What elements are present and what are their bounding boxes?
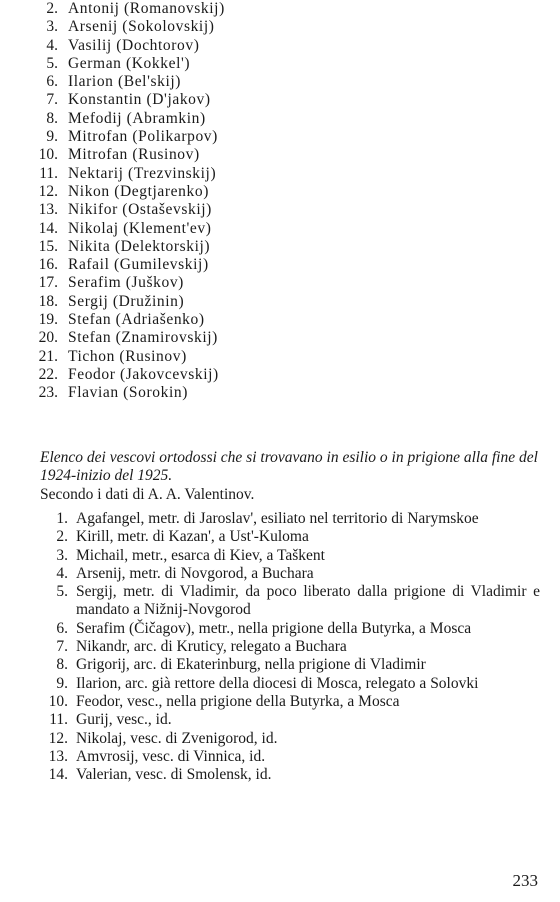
list-item <box>30 0 390 18</box>
list-item <box>30 366 390 384</box>
list-item-text: Grigorij, arc. di Ekaterinburg, nella prigione di Vladimir <box>76 656 426 674</box>
list-item <box>30 256 390 274</box>
list-item-number: 6. <box>56 619 68 637</box>
list-item-number: 2. <box>56 528 68 546</box>
list-item <box>30 620 540 638</box>
list-item <box>30 730 540 748</box>
list-item-number: 10. <box>38 146 58 164</box>
list-item-number: 9. <box>46 128 58 146</box>
list-item-number: 4. <box>56 564 68 582</box>
list-item-number: 19. <box>38 311 58 329</box>
list-item-number: 7. <box>56 638 68 656</box>
list-item-text: Nikolaj (Klement'ev) <box>68 219 212 237</box>
list-item <box>30 638 540 656</box>
list-item-text: Nikon (Degtjarenko) <box>68 182 209 200</box>
list-item <box>30 73 390 91</box>
list-item-number: 3. <box>56 546 68 564</box>
list-item <box>30 766 540 784</box>
list-item-number: 8. <box>56 656 68 674</box>
list-item-number: 9. <box>56 674 68 692</box>
section-heading: Elenco dei vescovi ortodossi che si trovavano in esilio o in prigione alla fine del 1924-inizio del 1925. <box>40 449 538 484</box>
list-item <box>30 693 540 711</box>
list-item-text: Serafim (Juškov) <box>68 274 184 292</box>
list-item <box>30 656 540 674</box>
list-item-text: Konstantin (D'jakov) <box>68 91 211 109</box>
list-item-text: Sergij (Družinin) <box>68 292 185 310</box>
list-item <box>30 711 540 729</box>
list-item <box>30 329 390 347</box>
list-item <box>30 311 390 329</box>
list-item-number: 15. <box>38 237 58 255</box>
list-item <box>30 583 540 620</box>
list-item <box>30 565 540 583</box>
list-item <box>30 146 390 164</box>
list-item-text: Nikolaj, vesc. di Zvenigorod, id. <box>76 729 278 747</box>
list-item <box>30 528 540 546</box>
list-item <box>30 201 390 219</box>
list-item-number: 7. <box>46 91 58 109</box>
list-item-text: Nikifor (Ostaševskij) <box>68 201 212 219</box>
list-item-text: Mitrofan (Rusinov) <box>68 146 200 164</box>
source-line: Secondo i dati di A. A. Valentinov. <box>40 486 255 503</box>
list-item-text: Valerian, vesc. di Smolensk, id. <box>76 766 272 784</box>
list-item <box>30 55 390 73</box>
list-item-number: 21. <box>38 347 58 365</box>
list-item-text: Nikita (Delektorskij) <box>68 237 211 255</box>
list-item <box>30 348 390 366</box>
list-item <box>30 37 390 55</box>
list-item-text: Vasilij (Dochtorov) <box>68 36 200 54</box>
list-item-number: 11. <box>49 711 68 729</box>
list-item-text: Nektarij (Trezvinskij) <box>68 164 217 182</box>
list-item <box>30 165 390 183</box>
list-item-text: Mefodij (Abramkin) <box>68 109 206 127</box>
list-item-number: 12. <box>48 729 68 747</box>
list-item <box>30 110 390 128</box>
list-item <box>30 91 390 109</box>
list-item-number: 5. <box>46 54 58 72</box>
list-item <box>30 748 540 766</box>
list-item-text: Mitrofan (Polikarpov) <box>68 128 218 146</box>
list-item-text: Stefan (Adriašenko) <box>68 311 205 329</box>
list-item-text: Nikandr, arc. di Kruticy, relegato a Buchara <box>76 638 347 656</box>
list-item <box>30 547 540 565</box>
list-item-text: Ilarion, arc. già rettore della diocesi di Mosca, relegato a Solovki <box>76 674 479 692</box>
list-item-text: Stefan (Znamirovskij) <box>68 329 218 347</box>
list-item-text: Feodor (Jakovcevskij) <box>68 365 219 383</box>
list-item-number: 13. <box>38 201 58 219</box>
list-item-number: 17. <box>38 274 58 292</box>
list-item-text: Ilarion (Bel'skij) <box>68 73 182 91</box>
exiled-bishops-list <box>30 510 540 784</box>
page-number: 233 <box>512 871 538 890</box>
list-item-text: Sergij, metr. di Vladimir, da poco liberato dalla prigione di Vladimir e mandato a Nižnij-Novgorod <box>76 583 540 619</box>
list-item <box>30 220 390 238</box>
list-item-number: 6. <box>46 73 58 91</box>
list-item-number: 11. <box>39 164 58 182</box>
list-item-text: Tichon (Rusinov) <box>68 347 187 365</box>
list-item <box>30 293 390 311</box>
list-item-text: German (Kokkel') <box>68 54 191 72</box>
list-item-text: Feodor, vesc., nella prigione della Butyrka, a Mosca <box>76 692 400 710</box>
list-item-text: Michail, metr., esarca di Kiev, a Taškent <box>76 546 325 564</box>
list-item-number: 16. <box>38 256 58 274</box>
list-item-text: Kirill, metr. di Kazan', a Ust'-Kuloma <box>76 528 309 546</box>
list-item <box>30 384 390 402</box>
list-item-text: Antonij (Romanovskij) <box>68 0 225 17</box>
list-item <box>30 183 390 201</box>
list-item-number: 10. <box>48 692 68 710</box>
list-item <box>30 274 390 292</box>
list-item-text: Amvrosij, vesc. di Vinnica, id. <box>76 747 266 765</box>
list-item-number: 22. <box>38 365 58 383</box>
list-item-number: 4. <box>46 36 58 54</box>
list-item-text: Rafail (Gumilevskij) <box>68 256 209 274</box>
list-item-number: 18. <box>38 292 58 310</box>
list-item <box>30 675 540 693</box>
list-item <box>30 128 390 146</box>
list-item-number: 14. <box>38 219 58 237</box>
list-item-number: 5. <box>56 583 68 601</box>
list-item-number: 12. <box>38 182 58 200</box>
list-item-number: 2. <box>46 0 58 17</box>
list-item-text: Arsenij, metr. di Novgorod, a Buchara <box>76 564 314 582</box>
list-item-number: 1. <box>56 510 68 527</box>
list-item-number: 13. <box>48 747 68 765</box>
bishops-list <box>30 0 390 403</box>
list-item-text: Flavian (Sorokin) <box>68 384 188 402</box>
list-item-text: Agafangel, metr. di Jaroslav', esiliato nel territorio di Narymskoe <box>76 510 479 527</box>
list-item-number: 8. <box>46 109 58 127</box>
list-item-text: Serafim (Čičagov), metr., nella prigione della Butyrka, a Mosca <box>76 619 472 637</box>
list-item-number: 14. <box>48 766 68 784</box>
list-item-number: 3. <box>46 18 58 36</box>
list-item-number: 23. <box>38 384 58 402</box>
list-item <box>30 18 390 36</box>
list-item <box>30 238 390 256</box>
list-item <box>30 510 540 528</box>
list-item-text: Arsenij (Sokolovskij) <box>68 18 215 36</box>
list-item-number: 20. <box>38 329 58 347</box>
list-item-text: Gurij, vesc., id. <box>76 711 172 729</box>
